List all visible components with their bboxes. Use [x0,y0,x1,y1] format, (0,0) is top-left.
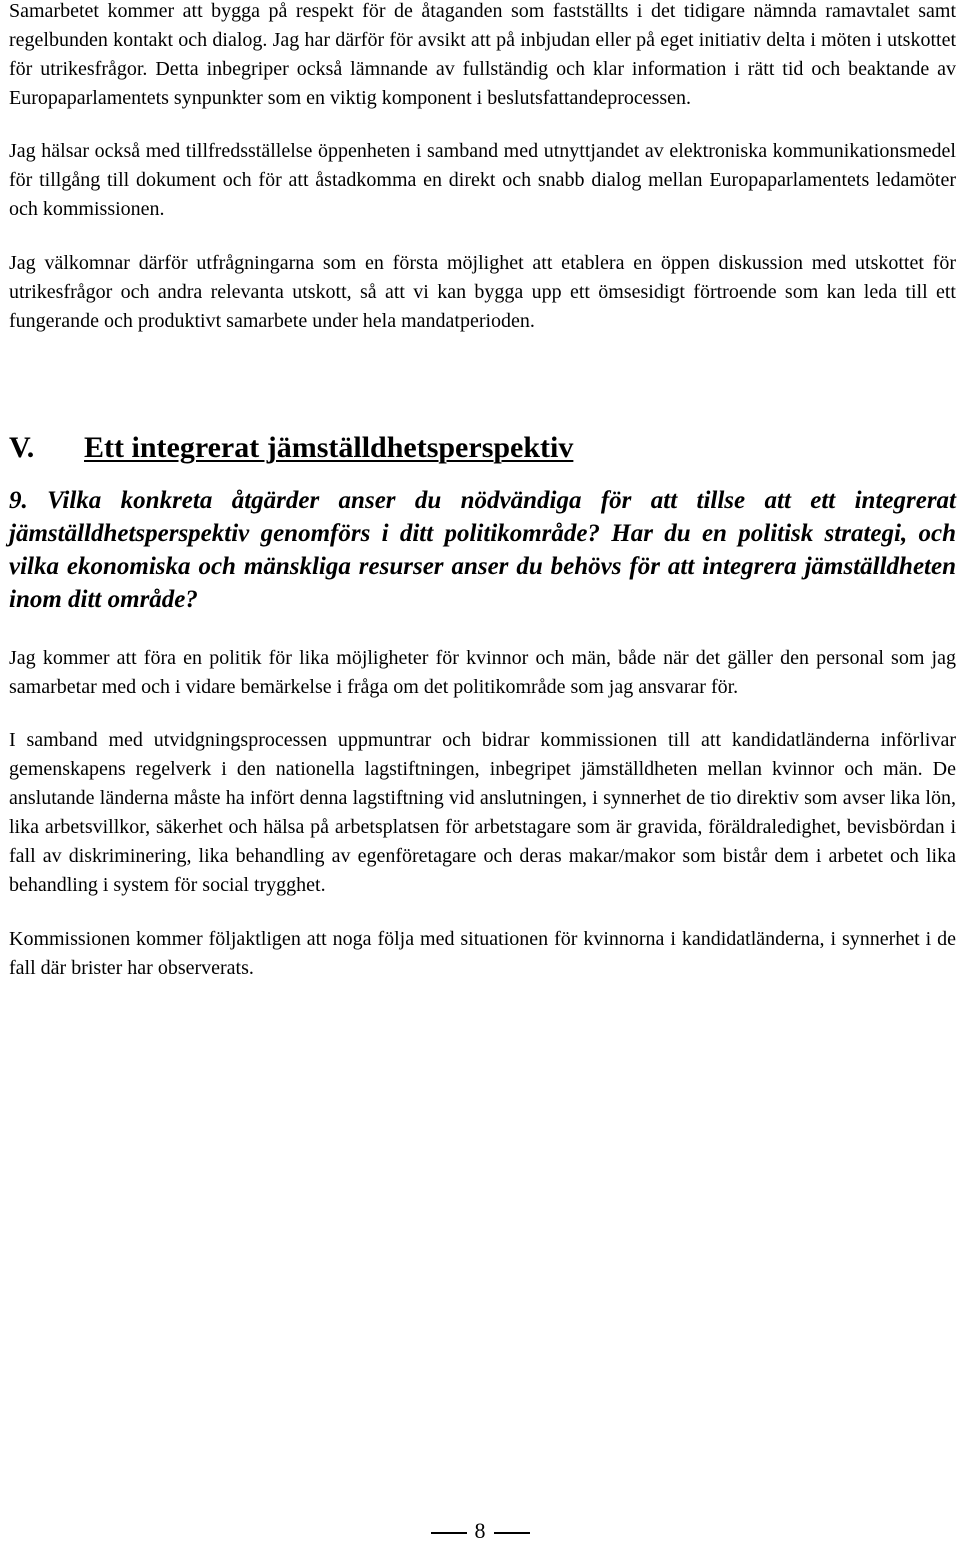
paragraph-equal-opportunities: Jag kommer att föra en politik för lika möjligheter för kvinnor och män, både när det gäller den personal som jag samarbetar med och i vidare bemärkelse i fråga om det politikområde som jag ansvarar för. [9,647,956,698]
section-heading [9,430,956,466]
section-number: V. [9,431,35,464]
page-number: 8 [474,1518,486,1543]
paragraph-hearings: Jag välkomnar därför utfrågningarna som en första möjlighet att etablera en öppen diskussion med utskottet för utrikesfrågor och andra relevanta utskott, så att vi kan bygga upp ett ömsesidigt förtroende som kan leda till ett fungerande och produktivt samarbete under hela mandatperioden. [9,252,956,332]
document-page [9,0,956,983]
paragraph-cooperation: Samarbetet kommer att bygga på respekt för de åtaganden som fastställts i det tidigare nämnda ramavtalet samt regelbunden kontakt och dialog. Jag har därför för avsikt att på inbjudan eller på eget initiativ delta i möten i utskottet för utrikesfrågor. Detta inbegriper också lämnande av fullständig och klar information i rätt tid och beaktande av Europaparlamentets synpunkter som en viktig komponent i beslutsfattandeprocessen. [9,0,956,109]
paragraph-monitoring: Kommissionen kommer följaktligen att noga följa med situationen för kvinnorna i kandidatländerna, i synnerhet i de fall där brister har observerats. [9,928,956,979]
footer-dash-right [494,1532,530,1534]
section-title: Ett integrerat jämställdhetsperspektiv [84,431,574,464]
page-number-footer [0,1517,960,1545]
footer-dash-left [431,1532,467,1534]
paragraph-openness: Jag hälsar också med tillfredsställelse öppenheten i samband med utnyttjandet av elektroniska kommunikationsmedel för tillgång till dokument och för att åstadkomma en direkt och snabb dialog mellan Europaparlamentets ledamöter och kommissionen. [9,140,956,220]
question-9: 9. Vilka konkreta åtgärder anser du nödvändiga för att tillse att ett integrerat jämställdhetsperspektiv genomförs i ditt politikområde? Har du en politisk strategi, och vilka ekonomiska och mänskliga resurser anser du behövs för att integrera jämställdheten inom ditt område? [9,487,956,613]
paragraph-enlargement: I samband med utvidgningsprocessen uppmuntrar och bidrar kommissionen till att kandidatländerna införlivar gemenskapens regelverk i den nationella lagstiftningen, inbegripet jämställdheten mellan kvinnor och män. De anslutande länderna måste ha infört denna lagstiftning vid anslutningen, i synnerhet de tio direktiv som avser lika lön, lika arbetsvillkor, säkerhet och hälsa på arbetsplatsen för arbetstagare som är gravida, föräldraledighet, bevisbördan i fall av diskriminering, lika behandling av egenföretagare och deras makar/makor som bistår dem i arbetet och lika behandling i system för social trygghet. [9,729,956,896]
